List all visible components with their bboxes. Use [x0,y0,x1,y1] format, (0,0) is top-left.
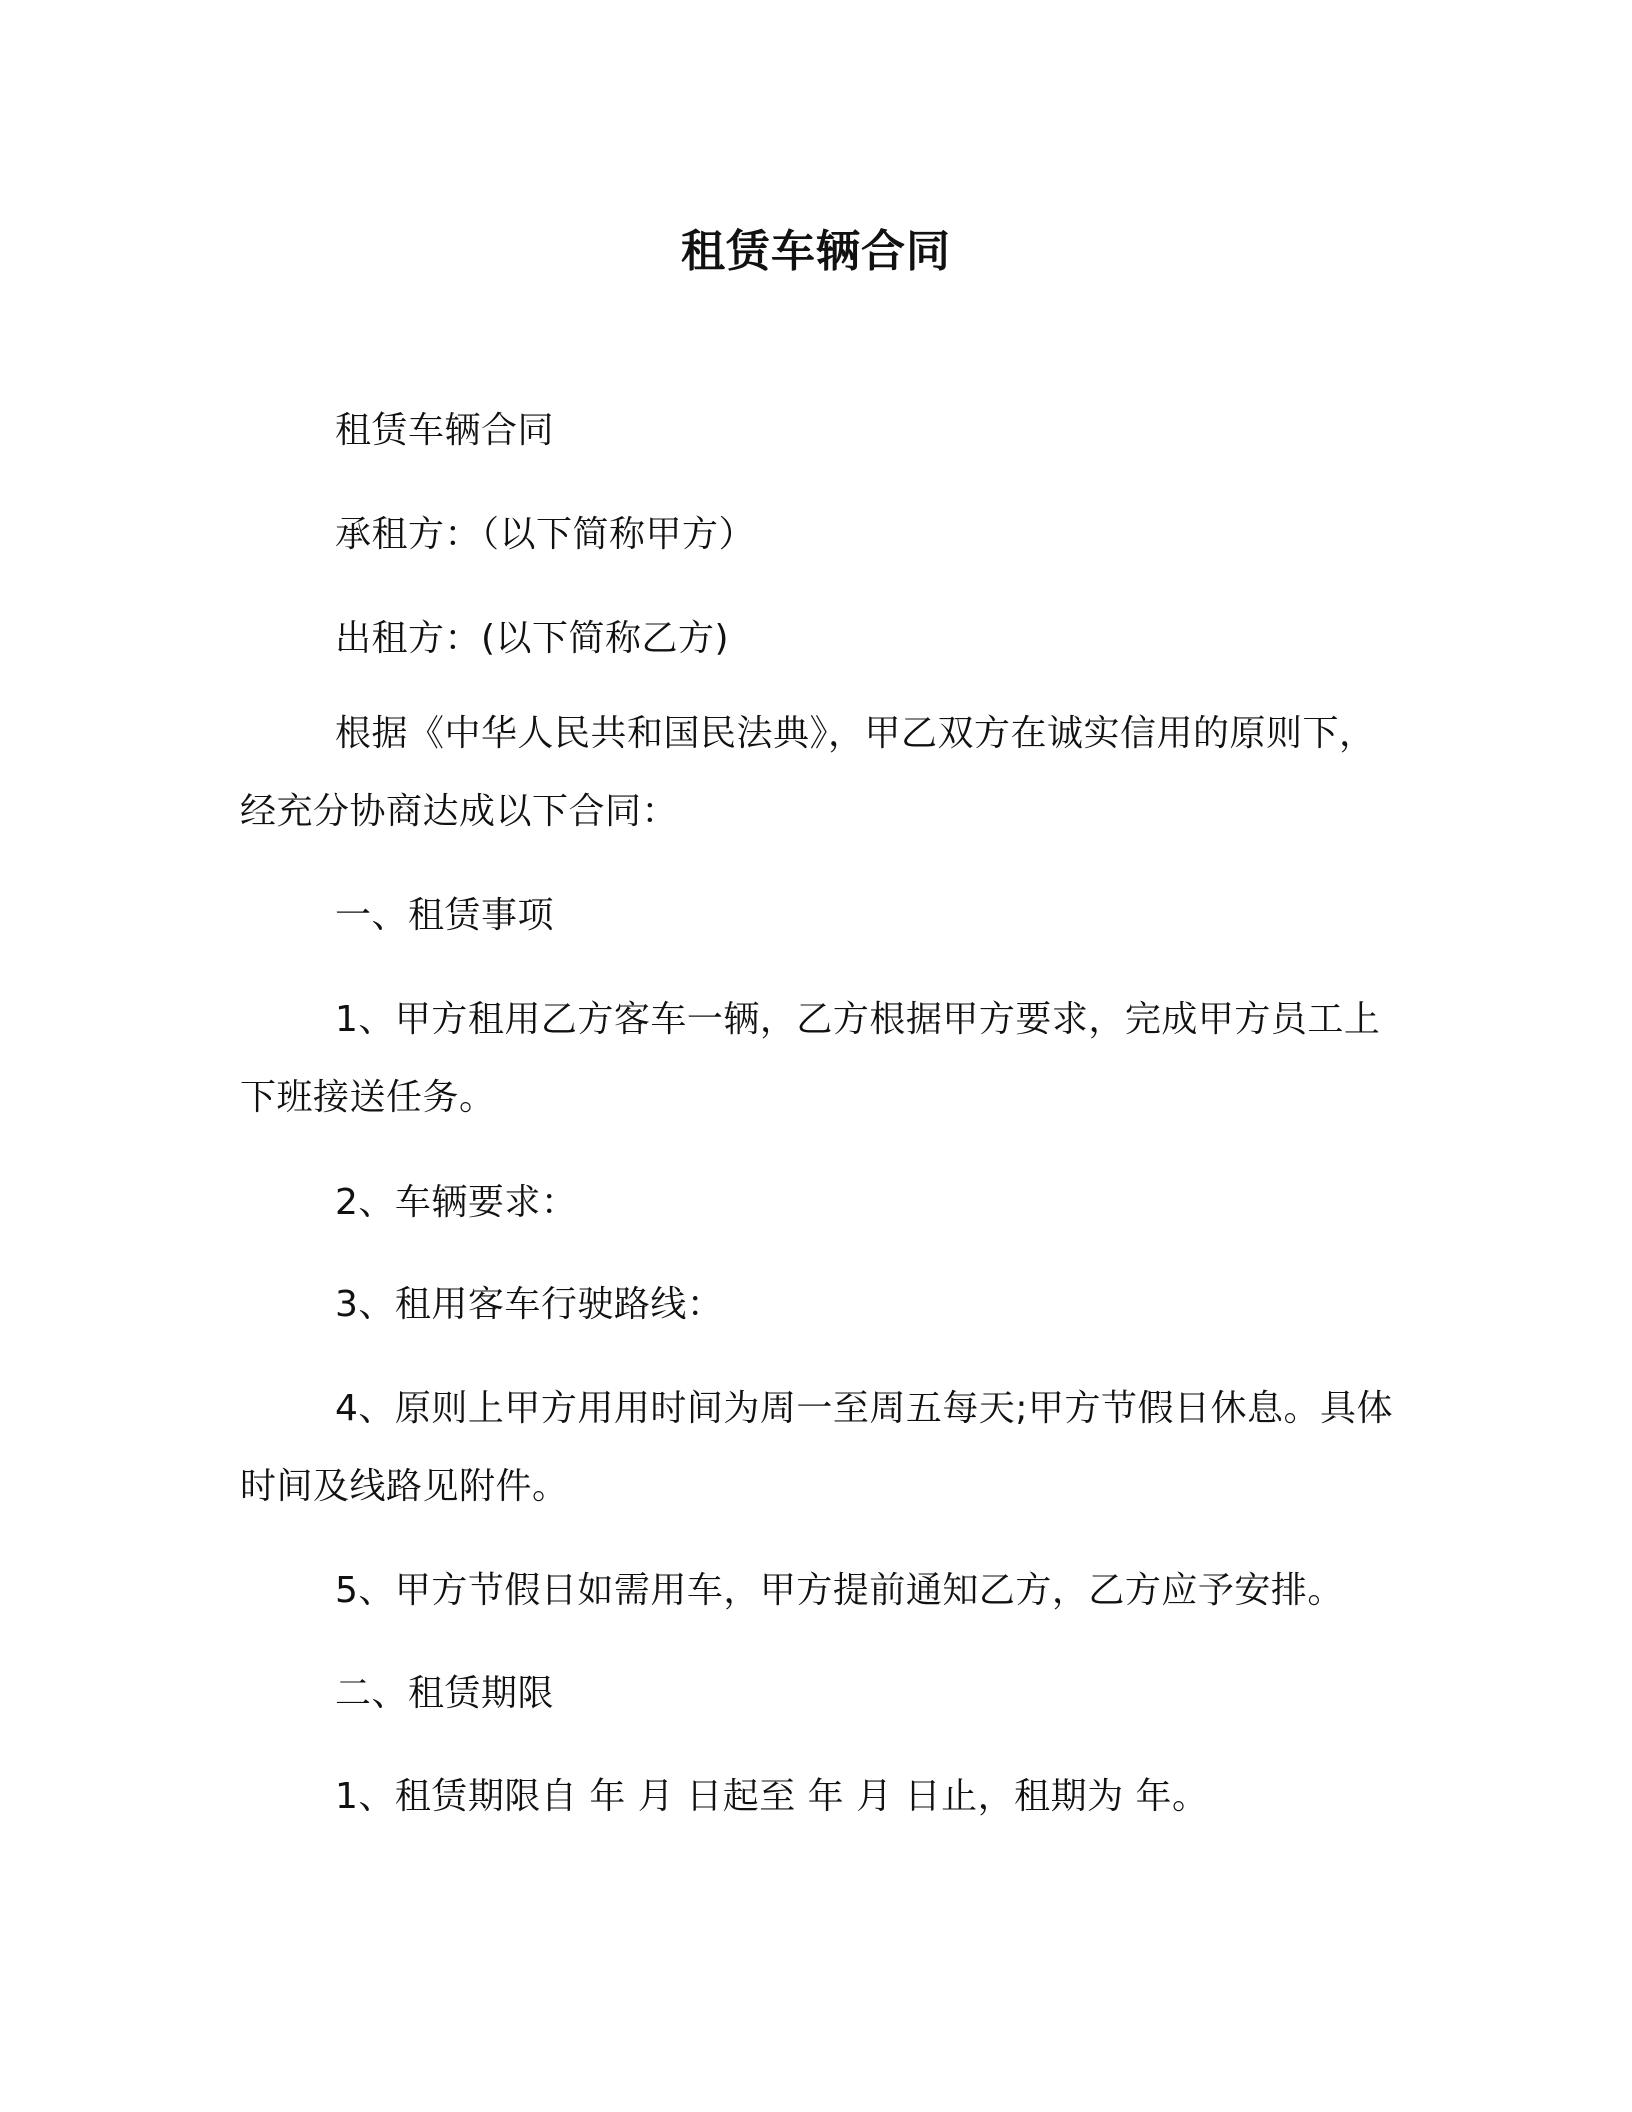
clause-1-5: 5、甲方节假日如需用车，甲方提前通知乙方，乙方应予安排。 [335,1570,1344,1611]
section-heading-rental-term: 二、租赁期限 [335,1673,555,1714]
clause-1-1: 1、甲方租用乙方客车一辆，乙方根据甲方要求，完成甲方员工上下班接送任务。 [240,999,1381,1118]
clause-1-4: 4、原则上甲方用用时间为周一至周五每天;甲方节假日休息。具体时间及线路见附件。 [240,1388,1394,1507]
paragraph-lessor: 出租方：(以下简称乙方) [335,618,730,659]
paragraph-subtitle: 租赁车辆合同 [335,410,555,451]
clause-2-1: 1、租赁期限自 年 月 日起至 年 月 日止，租期为 年。 [335,1776,1209,1817]
section-heading-rental-items: 一、租赁事项 [335,895,555,936]
paragraph-preamble: 根据《中华人民共和国民法典》，甲乙双方在诚实信用的原则下，经充分协商达成以下合同： [240,713,1376,832]
paragraph-lessee: 承租方：（以下简称甲方） [335,514,756,555]
clause-1-2: 2、车辆要求： [335,1182,578,1223]
document-title: 租赁车辆合同 [681,226,951,277]
clause-1-3: 3、租用客车行驶路线： [335,1284,724,1325]
